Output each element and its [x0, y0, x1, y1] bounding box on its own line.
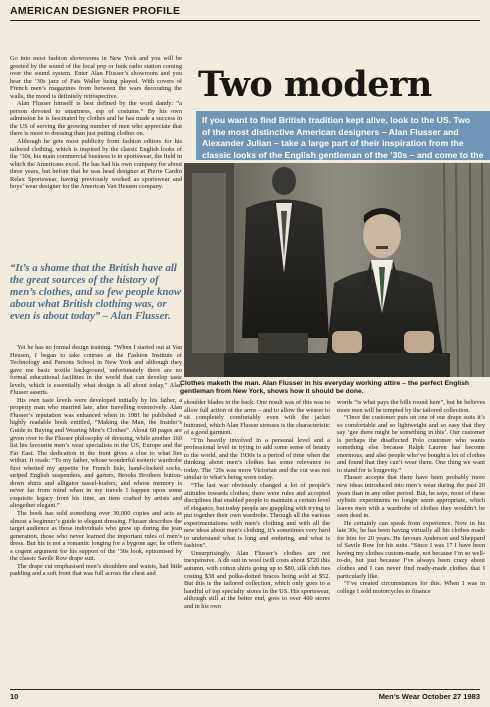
paragraph: “I’ve created circumstances for this. When I was in college I sold motorcycles to finance — [337, 580, 485, 595]
column-1-bottom — [10, 344, 182, 685]
paragraph: Go into most fashion showrooms in New York and you will be greeted by the sound of the local pop or funk radio station coming over the sound system. Enter Alan Flusser’s showroom and you hear the ’30s jazz of Fats Waller being played. With covers of French men’s magazines from between the wars decorating the walls, the mood is definitely retrospective. — [10, 55, 182, 100]
paragraph: “I’m heavily involved in a personal level and a professional level in trying to add some sense of beauty to the world, and the 1930s is a period of time when the thinking about men’s clothes has some relevance to today. The ’20s was more Victorian and the cut was not similar to what’s being worn today. — [184, 436, 330, 482]
page-number: 10 — [10, 692, 19, 701]
deck-line: If you want to find British tradition kept alive, look to the US. Two — [202, 115, 471, 125]
paragraph: “Once the customer puts on one of our drape suits it’s so comfortable and so lightweight and so easy that they say ‘gee there might be something in this’. Our customer is perhaps the disaffected Polo customer who wants something else because Ralph Lauren has become enormous, and also people who’ve bought a lot of clothes and found that they can’t wear them. One thing we want to stand for is longevity.” — [337, 414, 485, 474]
paragraph: “The last war obviously changed a lot of people’s attitudes towards clothes; there were rules and accepted disciplines that enabled people to maintain a certain level of elegance, but today people are grappling with trying to put together their own wardrobe. Through all the various experimentations with men’s clothing and with all the new ideas about men’s clothing, it’s sometimes very hard to understand what is long and enduring, and what is fashion”. — [184, 482, 330, 550]
paragraph: Flusser accepts that there have been probably more new ideas introduced into men’s wear during the past 20 years than in any other period. But, he says, most of these stylistic experiments no longer seem appropriate, which leaves men with a wardrobe of clothes they wouldn’t be seen dead in. — [337, 474, 485, 520]
paragraph: Although he gets most publicity from fashion editors for his tailored clothing, which is inspired by the classic English looks of the ’30s, his main commercial business is in sportswear, the field in which the Americans excel. He has had his own company for about three years, but before that he was head designer at Pierre Cardin Relax Sportswear, having previously worked as sportswear and boys’ wear designer for the American Van Heusen company. — [10, 138, 182, 191]
paragraph: He certainly can speak from experience. Now in his late 30s, he has been having virtually all his clothes made for him for 20 years. He favours Anderson and Sheppard of Savile Row for his suits. “Since I was 17 I have been having my clothes custom-made, not because I’m so well-to-do, but just because I’ve always been crazy about clothes and I can never find ready-made clothes that I particularly like. — [337, 519, 485, 580]
footer-rule — [10, 689, 480, 690]
paragraph: shoulder blades in the back. One result was of this was to allow full action of the arms – and to allow the wearer to sit completely comfortably even with the jacket buttoned, which Alan Flusser stresses is the characteristic of a good garment. — [184, 399, 330, 437]
paragraph: Unsurprisingly, Alan Flusser’s clothes are not inexpensive. A db suit in wool twill costs about $720 this autumn, with cotton shirts going up to $80, silk club ties costing $38 and polka-dotted braces being sold at $52. But this is the tailored collection, which only goes to a handful of top specialty stores in the US. His sportswear, although still at the better end, goes to over 400 stores and in his own — [184, 549, 330, 610]
paragraph: The book has sold something over 30,000 copies and acts as almost a beginner’s guide to elegant dressing. Flusser describes the target audience as those individuals who grew up during the jean generation, those who never learned the important rules of men’s dress. But his is not a romantic longing for a bygone age; he offers a cogent argument for his support of the ’30s look, epitomised by the classic Savile Row drape suit. — [10, 510, 182, 563]
publication-credit: Men’s Wear October 27 1983 — [378, 692, 480, 701]
deck-line: of the most distinctive American designers – Alan Flusser and — [202, 126, 459, 137]
header-rule — [10, 20, 480, 21]
standfirst-deck — [196, 111, 490, 160]
paragraph: His own taste levels were developed initially by his father, a property man who married late, after travelling extensively. Alan Flusser’s reputation was enhanced when in 1981 he published a highly readable book entitled, “Making the Man, the Insider’s Guide to Buying and Wearing Men’s Clothes”. About 60 pages are given over to the Flusser philosophy of dressing, while another 160 list his favourite men’s wear specialists in the US, Europe and the Far East. The dedication in the front gives a clue to what lies within. It reads: “To my father, whose wonderful esoteric wardrobe first whetted my appetite for French lisle, hand-clocked socks, striped English suspenders, and garters, Brooks Brothers button-down shirts and alligator tassel-loafers, and whose memory is never far from mind when in my travels I happen upon some exquisite legacy from his time, an item crafted by artists and altogether elegant.” — [10, 396, 182, 510]
section-header: AMERICAN DESIGNER PROFILE — [10, 5, 181, 17]
paragraph: The drape cut emphasised men’s shoulders and waists, had little padding and a soft front that was full across the chest and — [10, 562, 182, 578]
headline: Two modern — [198, 64, 432, 105]
paragraph: Yet he has no formal design training. “When I started out at Van Heusen, I began to take courses at the Fashion Institute of Technology and Parsons School in New York and although they gave me basic textile background, unfortunately there are no formal educational facilities in the world that can develop taste levels, which is essentially what design is all about today,” Alan Flusser asserts. — [10, 344, 182, 397]
photo-alan-flusser — [184, 163, 490, 377]
column-3 — [337, 399, 485, 684]
photo-caption: Clothes maketh the man. Alan Flusser in his everyday working attire – the perfect English gentleman from New York, shows how it should be done. — [180, 380, 470, 395]
pull-quote: “It’s a shame that the British have all the great sources of the history of men’s clothes, and so few people know about what British clothing was, or even is about today” – Alan Flusser. — [10, 262, 182, 322]
column-2 — [184, 399, 330, 684]
paragraph: Alan Flusser himself is best defined by the word dandy: “a person devoted to smartness, esp of costume.” By his own admission he is fascinated by clothes and he has made a success in the US of serving the growing number of men who appreciate that there is more to dressing than just putting clothes on. — [10, 100, 182, 138]
deck-line: classic looks of the English gentleman of the ’30s – and come to the — [202, 149, 484, 160]
paragraph: words “is what pays the bills round here”, but he believes more men will be tempted by the tailored collection. — [337, 399, 485, 414]
deck-line: Alexander Julian – take a large part of their inspiration from the — [202, 138, 464, 148]
column-1-top — [10, 55, 182, 257]
